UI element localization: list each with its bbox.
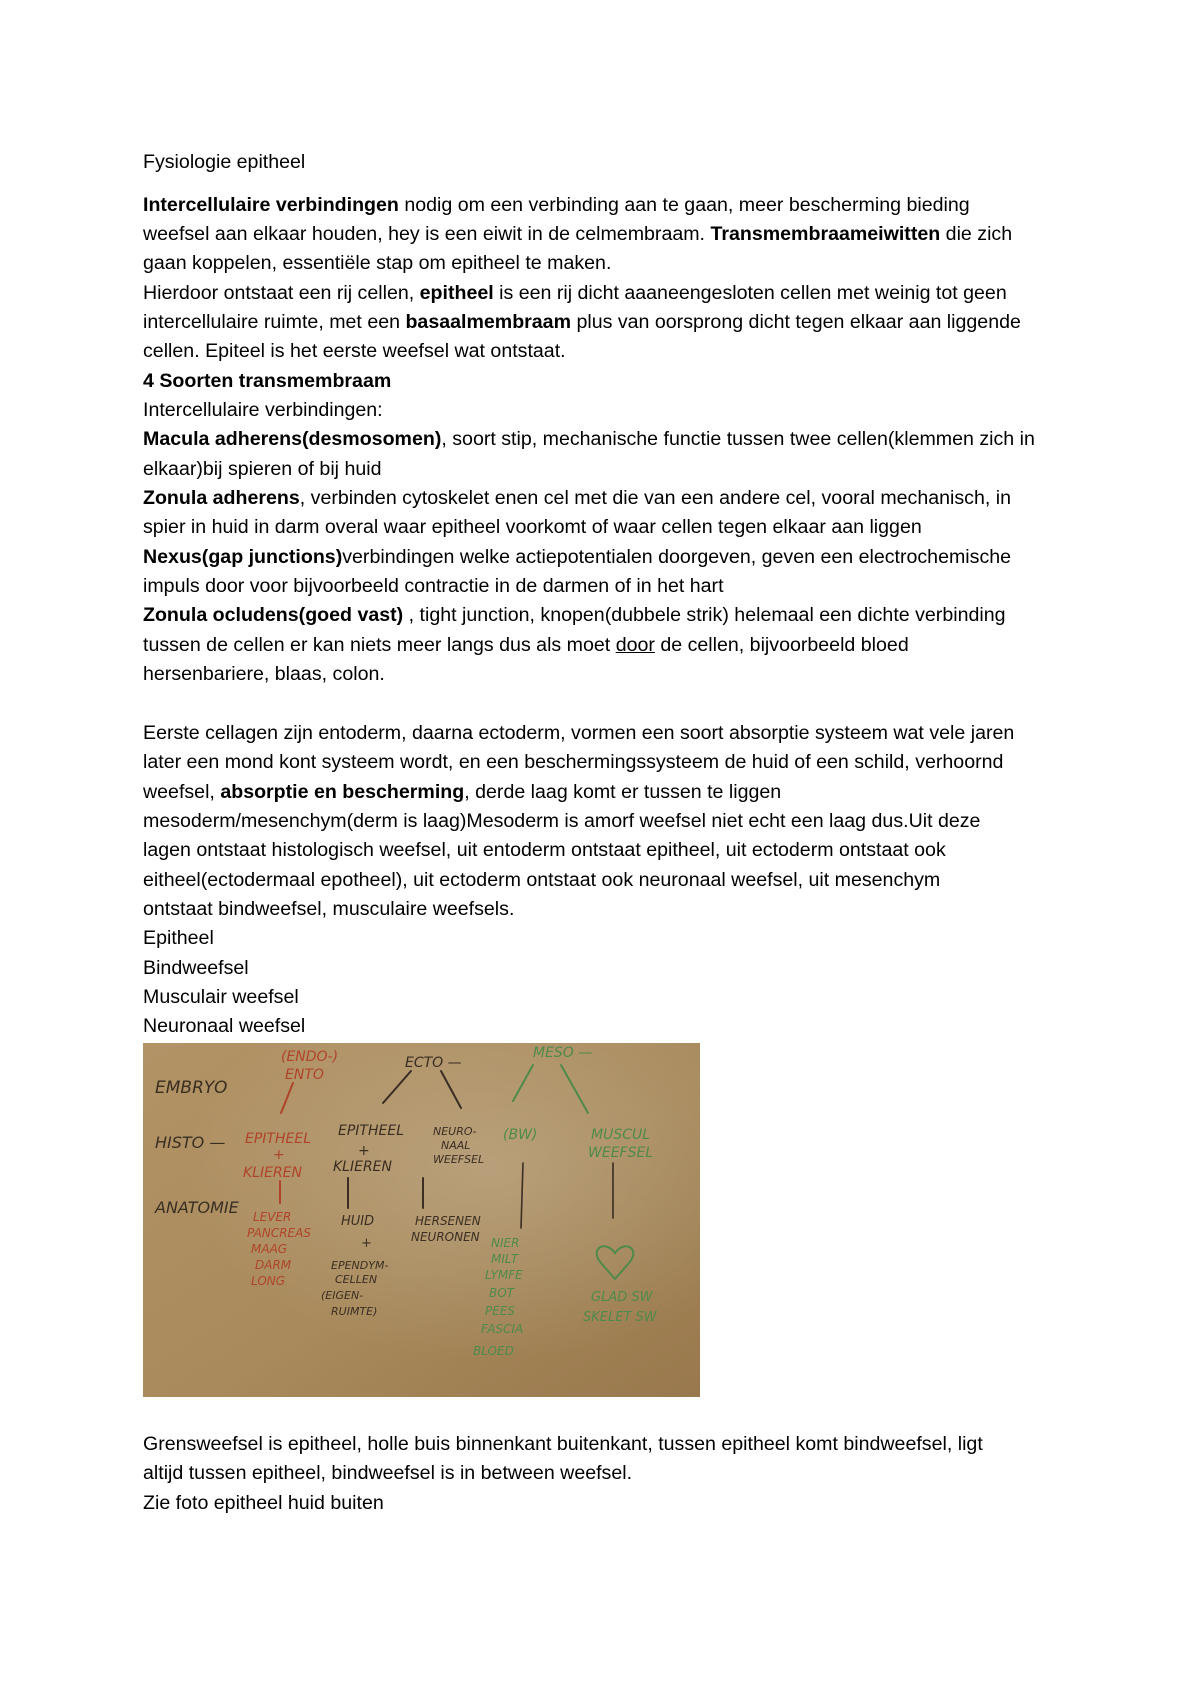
text-line (143, 1461, 632, 1489)
bold-term: Macula adherens(desmosomen) (143, 428, 442, 450)
whiteboard-drawing (143, 1043, 700, 1397)
text-line (143, 721, 1014, 749)
label-glad: GLAD SW (591, 1290, 653, 1305)
text-segment: , soort stip, mechanische functie tussen twee cellen(klemmen zich in (441, 428, 1035, 450)
label-muscul-2: WEEFSEL (588, 1145, 654, 1161)
label-bot: BOT (489, 1286, 515, 1300)
text-segment: intercellulaire ruimte, met een (143, 311, 406, 333)
whiteboard-photo (143, 1043, 700, 1397)
text-line (143, 427, 1035, 455)
text-segment: tussen de cellen er kan niets meer langs dus als moet (143, 634, 616, 656)
text-line (143, 251, 611, 279)
label-histo: HISTO — (155, 1133, 226, 1152)
label-lever: LEVER (253, 1210, 292, 1224)
label-endo: (ENDO-) (281, 1049, 339, 1065)
label-anatomie: ANATOMIE (155, 1198, 239, 1217)
list-item (143, 956, 249, 984)
text-line (143, 662, 385, 690)
text-line (143, 193, 970, 221)
label-skelet: SKELET SW (583, 1310, 657, 1325)
text-line (143, 868, 940, 896)
text-segment: is een rij dicht aaaneengesloten cellen met weinig tot geen (493, 282, 1007, 304)
label-neuronaal-3: WEEFSEL (433, 1153, 485, 1166)
text-line (143, 222, 1012, 250)
document-title: Fysiologie epitheel (143, 151, 306, 173)
text-segment: de cellen, bijvoorbeeld bloed (654, 634, 909, 656)
label-neuronaal-1: NEURO- (433, 1125, 477, 1138)
text-segment: ontstaat bindweefsel, musculaire weefsels. (143, 898, 515, 920)
bold-term: Zonula ocludens(goed vast) (143, 604, 404, 626)
label-klieren-black: KLIEREN (333, 1159, 393, 1175)
label-fascia: FASCIA (481, 1322, 524, 1336)
text-segment: , derde laag komt er tussen te liggen (464, 781, 782, 803)
list-item (143, 985, 299, 1013)
bold-term: 4 Soorten transmembraam (143, 370, 392, 392)
label-hersenen: HERSENEN (415, 1214, 481, 1228)
label-pees: PEES (485, 1304, 516, 1318)
label-embryo: EMBRYO (155, 1078, 228, 1098)
text-line (143, 310, 1021, 338)
bold-term: Intercellulaire verbindingen (143, 194, 399, 216)
underlined-text: door (615, 634, 655, 656)
list-item (143, 1014, 305, 1042)
label-nier: NIER (491, 1236, 520, 1250)
text-segment: verbindingen welke actiepotentialen doorgeven, geven een electrochemische (342, 546, 1012, 568)
label-ento: ENTO (285, 1067, 324, 1083)
text-line (143, 457, 382, 485)
text-segment: cellen. Epiteel is het eerste weefsel wat ontstaat. (143, 340, 566, 362)
text-segment: lagen ontstaat histologisch weefsel, uit entoderm ontstaat epitheel, uit ectoderm ontstaat ook (143, 839, 946, 861)
text-segment: , tight junction, knopen(dubbele strik) helemaal een dichte verbinding (403, 604, 1006, 626)
label-ependym-1: EPENDYM- (331, 1259, 389, 1272)
text-line (143, 780, 781, 808)
label-darm: DARM (255, 1258, 292, 1272)
label-ependym-4: RUIMTE) (331, 1305, 378, 1318)
text-segment: altijd tussen epitheel, bindweefsel is in between weefsel. (143, 1462, 633, 1484)
text-line (143, 633, 909, 661)
text-segment: Musculair weefsel (143, 986, 299, 1008)
text-line (143, 574, 724, 602)
text-segment: Neuronaal weefsel (143, 1015, 306, 1037)
label-huid: HUID (341, 1214, 375, 1229)
label-plus-black: + (358, 1143, 370, 1159)
text-segment: gaan koppelen, essentiële stap om epitheel te maken. (143, 252, 612, 274)
text-segment: Epitheel (143, 927, 214, 949)
list-item (143, 926, 214, 954)
text-line (143, 838, 946, 866)
label-maag: MAAG (251, 1242, 288, 1256)
bold-term: absorptie en bescherming (220, 781, 465, 803)
text-line (143, 339, 566, 367)
label-long: LONG (251, 1274, 286, 1288)
label-muscul-1: MUSCUL (591, 1127, 651, 1143)
label-neuronen: NEURONEN (411, 1230, 480, 1244)
text-segment: impuls door voor bijvoorbeeld contractie in de darmen of in het hart (143, 575, 724, 597)
text-line (143, 281, 1007, 309)
label-neuronaal-2: NAAL (441, 1139, 471, 1152)
bold-term: basaalmembraam (405, 311, 572, 333)
label-ependym-3: (EIGEN- (321, 1289, 364, 1302)
label-bloed: BLOED (473, 1344, 514, 1358)
text-line (143, 750, 1003, 778)
text-segment: weefsel, (143, 781, 221, 803)
text-line (143, 486, 1011, 514)
label-epitheel-red: EPITHEEL (245, 1131, 311, 1147)
text-segment: die zich (940, 223, 1013, 245)
label-milt: MILT (491, 1252, 519, 1266)
label-epitheel-black: EPITHEEL (338, 1123, 404, 1139)
text-segment: hersenbariere, blaas, colon. (143, 663, 385, 685)
text-line (143, 515, 922, 543)
text-segment: Intercellulaire verbindingen: (143, 399, 383, 421)
bold-term: Zonula adherens (143, 487, 300, 509)
text-segment: elkaar)bij spieren of bij huid (143, 458, 382, 480)
label-klieren-red: KLIEREN (243, 1165, 303, 1181)
text-segment: later een mond kont systeem wordt, en een beschermingssysteem de huid of een schild, verhoornd (143, 751, 1004, 773)
label-lymfe: LYMFE (485, 1268, 523, 1282)
text-segment: weefsel aan elkaar houden, hey is een eiwit in de celmembraam. (143, 223, 711, 245)
text-segment: nodig om een verbinding aan te gaan, meer bescherming bieding (398, 194, 970, 216)
text-segment: eitheel(ectodermaal epotheel), uit ectoderm ontstaat ook neuronaal weefsel, uit mesenchym (143, 869, 941, 891)
bold-term: Nexus(gap junctions) (143, 546, 343, 568)
text-segment: plus van oorsprong dicht tegen elkaar aan liggende (571, 311, 1021, 333)
text-line (143, 545, 1011, 573)
text-line (143, 1432, 983, 1460)
label-plus-huid: + (361, 1236, 372, 1251)
text-segment: spier in huid in darm overal waar epitheel voorkomt of waar cellen tegen elkaar aan liggen (143, 516, 922, 538)
bold-term: epitheel (419, 282, 494, 304)
label-bw: (BW) (503, 1127, 538, 1143)
text-segment: Eerste cellagen zijn entoderm, daarna ectoderm, vormen een soort absorptie systeem wat vele jaren (143, 722, 1015, 744)
text-line (143, 897, 514, 925)
section-heading (143, 369, 391, 397)
text-segment: Hierdoor ontstaat een rij cellen, (143, 282, 420, 304)
text-segment: Zie foto epitheel huid buiten (143, 1492, 384, 1514)
bold-term: Transmembraameiwitten (710, 223, 941, 245)
text-line (143, 603, 1006, 631)
label-meso: MESO — (533, 1045, 593, 1061)
text-segment: Grensweefsel is epitheel, holle buis binnenkant buitenkant, tussen epitheel komt bindweefsel, ligt (143, 1433, 983, 1455)
text-segment: mesoderm/mesenchym(derm is laag)Mesoderm is amorf weefsel niet echt een laag dus.Uit deze (143, 810, 981, 832)
text-line (143, 1491, 384, 1519)
label-pancreas: PANCREAS (247, 1226, 311, 1240)
label-plus-red: + (273, 1147, 285, 1163)
text-line (143, 809, 980, 837)
text-segment: , verbinden cytoskelet enen cel met die van een andere cel, vooral mechanisch, in (299, 487, 1012, 509)
label-ependym-2: CELLEN (335, 1273, 378, 1286)
label-ecto: ECTO — (405, 1055, 462, 1071)
text-segment: Bindweefsel (143, 957, 249, 979)
text-line (143, 398, 383, 426)
